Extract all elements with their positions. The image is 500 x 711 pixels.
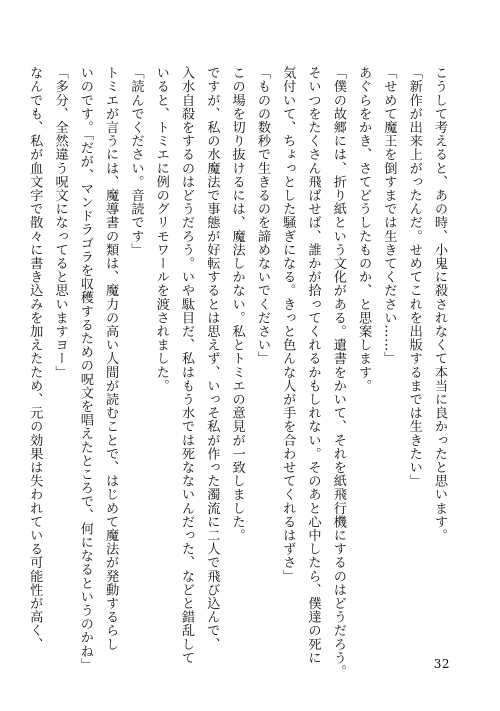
text-line-15: いのです。「だが、マンドラゴラを収穫するための呪文を唱えたところで、何になるというのかね」	[77, 66, 93, 672]
text-line-7: 気付いて、ちょっとした騒ぎになる。きっと色んな人が手を合わせてくれるはずさ」	[280, 66, 296, 583]
text-line-9: この場を切り抜けるには、魔法しかない。私とトミエの意見が一致しました。	[229, 66, 245, 542]
text-line-11: 入水自殺をするのはどうだろう。いや駄目だ、私はもう水では死なないんだった、などと錯乱して	[179, 66, 195, 665]
text-line-13: 「読んでください。音読です」	[128, 66, 144, 257]
text-line-2: 「新作が出来上がったんだ。せめてこれを出版するまでは生きたい」	[406, 66, 422, 488]
text-line-1: こうして考えると、あの時、小鬼に殺されなくて本当に良かったと思います。	[432, 66, 447, 542]
text-line-3: 「せめて魔王を倒すまでは生きてください……」	[381, 66, 397, 366]
text-line-5: 「僕の故郷には、折り紙という文化がある。遺書をかいて、それを紙飛行機にするのはどうだろう。	[330, 66, 346, 678]
text-line-14: トミエが言うには、魔導書の類は、魔力の高い人間が読むことで、はじめて魔法が発動するらし	[103, 66, 119, 651]
text-line-8: 「ものの数秒で生きるのを諦めないでください」	[254, 66, 270, 366]
page-number: 32	[433, 657, 450, 671]
text-line-10: ですが、私の水魔法で事態が好転するとは思えず、いっそ私が作った濁流に二人で飛び込んで、	[204, 66, 220, 651]
text-line-12: いると、トミエに例のグリモワールを渡されました。	[153, 66, 169, 393]
text-line-4: あぐらをかき、さてどうしたものか、と思案します。	[356, 66, 372, 393]
text-line-6: そいつをたくさん飛ばせば、誰かが拾ってくれるかもしれない。そのあと心中したら、僕達の死に	[305, 66, 321, 665]
text-line-17: なんでも、私が血文字で散々に書き込みを加えたため、元の効果は失われている可能性が高く、	[27, 66, 43, 651]
text-line-16: 「多分、全然違う呪文になってると思いますヨー」	[52, 66, 68, 379]
